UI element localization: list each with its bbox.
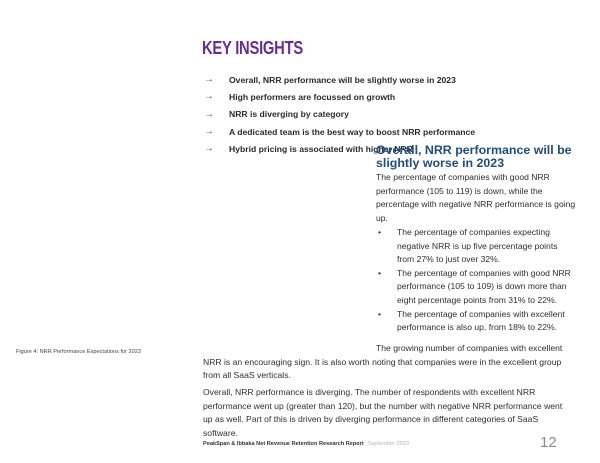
page-number: 12 bbox=[540, 434, 557, 451]
footer bbox=[203, 441, 409, 447]
insight-text: A dedicated team is the best way to boost NRR performance bbox=[229, 126, 476, 137]
insight-text: NRR is diverging by category bbox=[229, 109, 349, 120]
section-heading: Overall, NRR performance will be slightly worse in 2023 bbox=[376, 143, 572, 170]
insight-text: High performers are focussed on growth bbox=[229, 91, 396, 102]
report-name: PeakSpan & Ibbaka Net Revenue Retention Research Report bbox=[203, 441, 364, 447]
list-item bbox=[204, 71, 475, 88]
figure-caption: Figure 4: NRR Performance Expectations for 2023 bbox=[16, 349, 141, 355]
section-intro: The percentage of companies with good NRR performance (105 to 119) is down, while the percentage with negative NRR performance is going up. bbox=[376, 172, 576, 223]
list-item bbox=[204, 106, 475, 123]
list-item bbox=[376, 226, 576, 267]
arrow-right-icon: → bbox=[204, 91, 214, 103]
bullet-icon: • bbox=[378, 267, 382, 278]
growing-paragraph bbox=[203, 342, 563, 383]
arrow-right-icon: → bbox=[204, 108, 214, 120]
arrow-right-icon: → bbox=[204, 143, 214, 155]
list-item bbox=[204, 123, 475, 140]
overall-paragraph: Overall, NRR performance is diverging. The number of respondents with excellent NRR performance went up (greater than 120), but the number with negative NRR performance went up as well. Part of this is driven by diverging performance in different categories of SaaS software. bbox=[203, 387, 563, 438]
list-item bbox=[376, 267, 576, 308]
list-item bbox=[376, 308, 576, 335]
insight-text: Overall, NRR performance will be slightly worse in 2023 bbox=[229, 74, 456, 85]
bullet-icon: • bbox=[378, 227, 382, 237]
report-date: September 2023 bbox=[367, 441, 410, 447]
bullet-text: The percentage of companies with excellent performance is also up, from 18% to 22%. bbox=[397, 308, 565, 333]
arrow-right-icon: → bbox=[204, 74, 214, 86]
bullet-text: The percentage of companies with good NRR performance (105 to 109) is down more than eight percentage points from 31% to 22%. bbox=[397, 267, 571, 305]
bullet-icon: • bbox=[378, 308, 382, 319]
arrow-right-icon: → bbox=[204, 126, 214, 138]
bullet-text: The percentage of companies expecting negative NRR is up five percentage points from 27% to just over 32%. bbox=[397, 227, 558, 265]
insight-text: Hybrid pricing is associated with higher NRR bbox=[229, 143, 413, 154]
growing-paragraph-text: The growing number of companies with excellent NRR is an encouraging sign. It is also worth noting that companies were in the excellent group from all SaaS verticals. bbox=[203, 343, 563, 381]
list-item bbox=[204, 88, 475, 105]
section-bullets bbox=[376, 226, 576, 335]
page-title: KEY INSIGHTS bbox=[202, 38, 303, 58]
